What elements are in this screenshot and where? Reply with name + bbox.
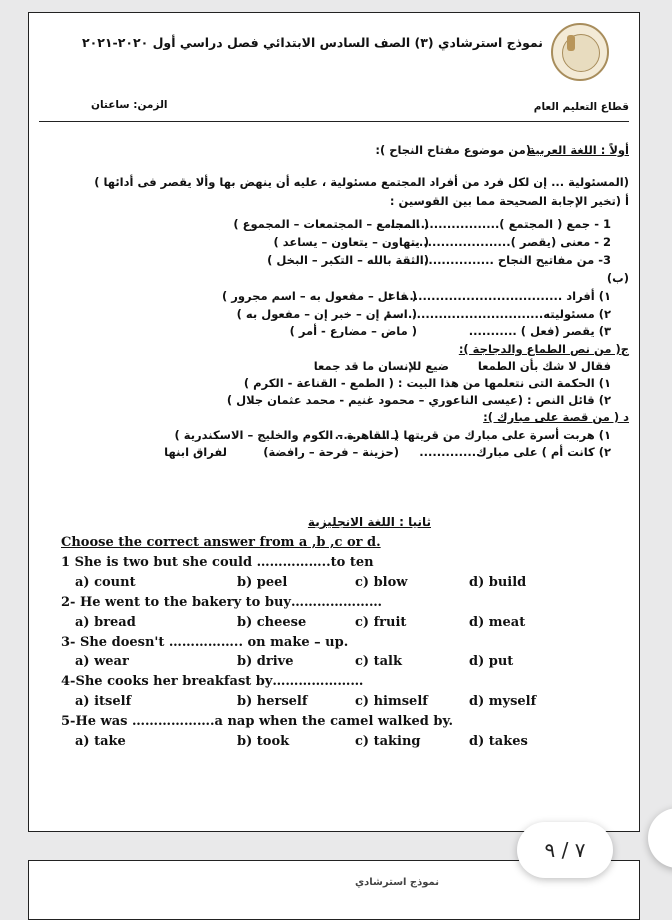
exam-title: نموذج استرشادي (٣) الصف السادس الابتدائي فصل دراسي أول ٢٠٢٠-٢٠٢١	[81, 35, 543, 50]
eq4-option-b: b) herself	[237, 694, 308, 709]
eq1-option-c: c) blow	[355, 575, 408, 590]
eq1-option-a: a) count	[75, 575, 136, 590]
q-c2: ٢) قائل النص : (عيسى الناعوري – محمود غنيم - محمد عثمان جلال )	[226, 393, 611, 407]
eq2-option-d: d) meat	[469, 615, 526, 630]
eq4-option-c: c) himself	[355, 694, 428, 709]
eagle-icon	[567, 35, 575, 51]
part-d-heading: د ( من قصة على مبارك ):	[483, 410, 629, 424]
eq4-option-d: d) myself	[469, 694, 537, 709]
part-a-heading: أ (تخير الإجابة الصحيحة مما بين القوسين :	[389, 194, 629, 208]
q-a2: 2 - معنى (يقصر )........................	[405, 235, 611, 249]
eq5-option-a: a) take	[75, 734, 126, 749]
eq1-option-b: b) peel	[237, 575, 288, 590]
q-d2: ٢) كانت أم ) على مبارك.............	[419, 445, 611, 459]
q-b1: ١) أفراد ...................................... :	[387, 289, 611, 303]
eq1-option-d: d) build	[469, 575, 527, 590]
eq2-option-b: b) cheese	[237, 615, 307, 630]
eq4-option-a: a) itself	[75, 694, 132, 709]
eq3-option-b: b) drive	[237, 654, 294, 669]
time-label: الزمن: ساعتان	[91, 99, 168, 111]
q-d2-tail: لفراق ابنها	[164, 445, 227, 459]
eq5-option-d: d) takes	[469, 734, 528, 749]
q-b3-options: ( ماض – مضارع - أمر )	[289, 324, 417, 338]
header-divider	[39, 121, 629, 122]
eq5-option-b: b) took	[237, 734, 290, 749]
eq5-option-c: c) taking	[355, 734, 421, 749]
part-c-heading: ج( من نص الطماع والدجاجة ):	[458, 342, 629, 356]
eq2-option-a: a) bread	[75, 615, 136, 630]
q-a3: 3- من مفاتيح النجاح ....................	[406, 253, 611, 267]
eq2-option-c: c) fruit	[355, 615, 407, 630]
eq1-question: 1 She is two but she could ……………..to ten	[61, 555, 374, 570]
arabic-section-title: أولاً : اللغة العربية	[528, 143, 629, 157]
q-b2: ٢) مسئوليته.................................. :	[386, 307, 611, 321]
english-instruction: Choose the correct answer from a ,b ,c or d.	[61, 535, 381, 550]
q-b3: ٣) يقصر (فعل ) ...........	[468, 324, 611, 338]
eq4-question: 4-She cooks her breakfast by…………………	[61, 674, 364, 689]
passage-text: (المسئولية ... إن لكل فرد من أفراد المجتمع مسئولية ، عليه أن ينهض بها وألا يقصر فى أدائها )	[94, 175, 629, 189]
q-b2-options: ( اسم إن – خبر إن – مفعول به )	[236, 307, 417, 321]
q-a2-options: ( يتهاون – يتعاون – يساعد )	[273, 235, 429, 249]
eq3-option-a: a) wear	[75, 654, 129, 669]
page-indicator[interactable]: ٧ / ٩	[517, 822, 613, 878]
eq2-question: 2- He went to the bakery to buy…………………	[61, 595, 382, 610]
poem-line-1: فقال لا شك بأن الطمعا	[477, 359, 611, 373]
poem-line-2: ضيع للإنسان ما قد جمعا	[313, 359, 449, 373]
sector-label: قطاع التعليم العام	[533, 101, 629, 113]
q-a1-options: ( المجامع – المجتمعات – المجموع )	[233, 217, 429, 231]
eq3-question: 3- She doesn't …………….. on make – up.	[61, 635, 349, 650]
q-c1: ١) الحكمة التى نتعلمها من هذا البيت : ( الطمع - القناعة - الكرم )	[243, 376, 611, 390]
q-d2-options: (حزينة – فرحة – رافضة)	[263, 445, 399, 459]
eq3-option-d: d) put	[469, 654, 514, 669]
part-b-heading: (ب)	[606, 271, 629, 285]
exam-page	[28, 12, 640, 832]
next-page-title: نموذج استرشادي	[355, 877, 439, 888]
english-section-title: ثانيا : اللغة الانجليزية	[307, 515, 431, 529]
arabic-section-subtitle: (من موضوع مفتاح النجاح ):	[375, 143, 531, 157]
q-b1-options: ( فاعل – مفعول به – اسم مجرور )	[222, 289, 417, 303]
eq3-option-c: c) talk	[355, 654, 402, 669]
eq5-question: 5-He was ……………….a nap when the camel walked by.	[61, 714, 454, 729]
q-d1: ١) هربت أسرة على مبارك من قريتها بـ ............	[334, 428, 611, 442]
ministry-logo	[551, 23, 609, 81]
floating-action-button[interactable]	[648, 808, 672, 868]
q-a3-options: (الثقة بالله – التكبر – البخل )	[267, 253, 429, 267]
q-a1: 1 - جمع ( المجتمع ).........................	[390, 217, 611, 231]
q-d1-options: ( القاهرة – الكوم والخليج – الاسكندرية )	[174, 428, 399, 442]
